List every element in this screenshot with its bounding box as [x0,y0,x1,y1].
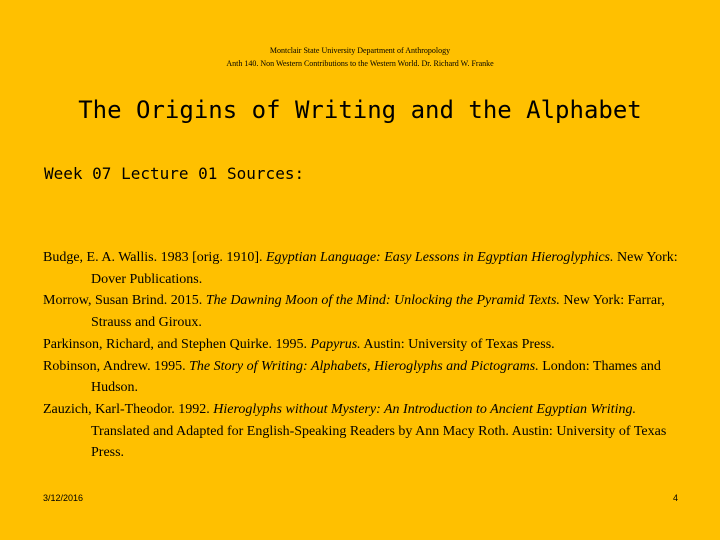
reference-book-title: The Story of Writing: Alphabets, Hieroglyphs and Pictograms. [189,358,539,374]
reference-publisher: New York: Farrar, Strauss and Giroux. [91,293,665,331]
reference-item [43,334,683,356]
reference-book-title: The Dawning Moon of the Mind: Unlocking the Pyramid Texts. [205,293,560,309]
slide-subtitle: Week 07 Lecture 01 Sources: [44,164,305,183]
reference-book-title: Papyrus. [310,336,361,352]
reference-publisher: Translated and Adapted for English-Speaking Readers by Ann Macy Roth. Austin: University of Texas Press. [91,423,667,461]
reference-item [43,290,683,333]
reference-list [43,247,683,464]
reference-author: Zauzich, Karl-Theodor. 1992. [43,401,214,417]
header-department: Montclair State University Department of Anthropology [269,46,451,55]
reference-publisher: New York: Dover Publications. [91,250,678,287]
header-course: Anth 140. Non Western Contributions to the Western World. Dr. Richard W. Franke [226,59,494,68]
reference-book-title: Hieroglyphs without Mystery: An Introduction to Ancient Egyptian Writing. [213,401,636,417]
page-number: 4 [672,493,678,503]
reference-author: Robinson, Andrew. 1995. [43,358,190,374]
reference-publisher: London: Thames and Hudson. [91,358,661,396]
reference-publisher: Austin: University of Texas Press. [360,336,555,352]
reference-author: Parkinson, Richard, and Stephen Quirke. 1995. [43,336,311,352]
reference-item [43,399,683,464]
reference-item [43,356,683,399]
course-header [0,44,720,70]
footer-date: 3/12/2016 [43,493,84,503]
slide-title: The Origins of Writing and the Alphabet [78,96,642,124]
reference-book-title: Egyptian Language: Easy Lessons in Egyptian Hieroglyphics. [266,250,614,265]
reference-author: Morrow, Susan Brind. 2015. [43,293,206,309]
reference-author: Budge, E. A. Wallis. 1983 [orig. 1910]. [43,250,266,265]
reference-item [43,247,683,290]
